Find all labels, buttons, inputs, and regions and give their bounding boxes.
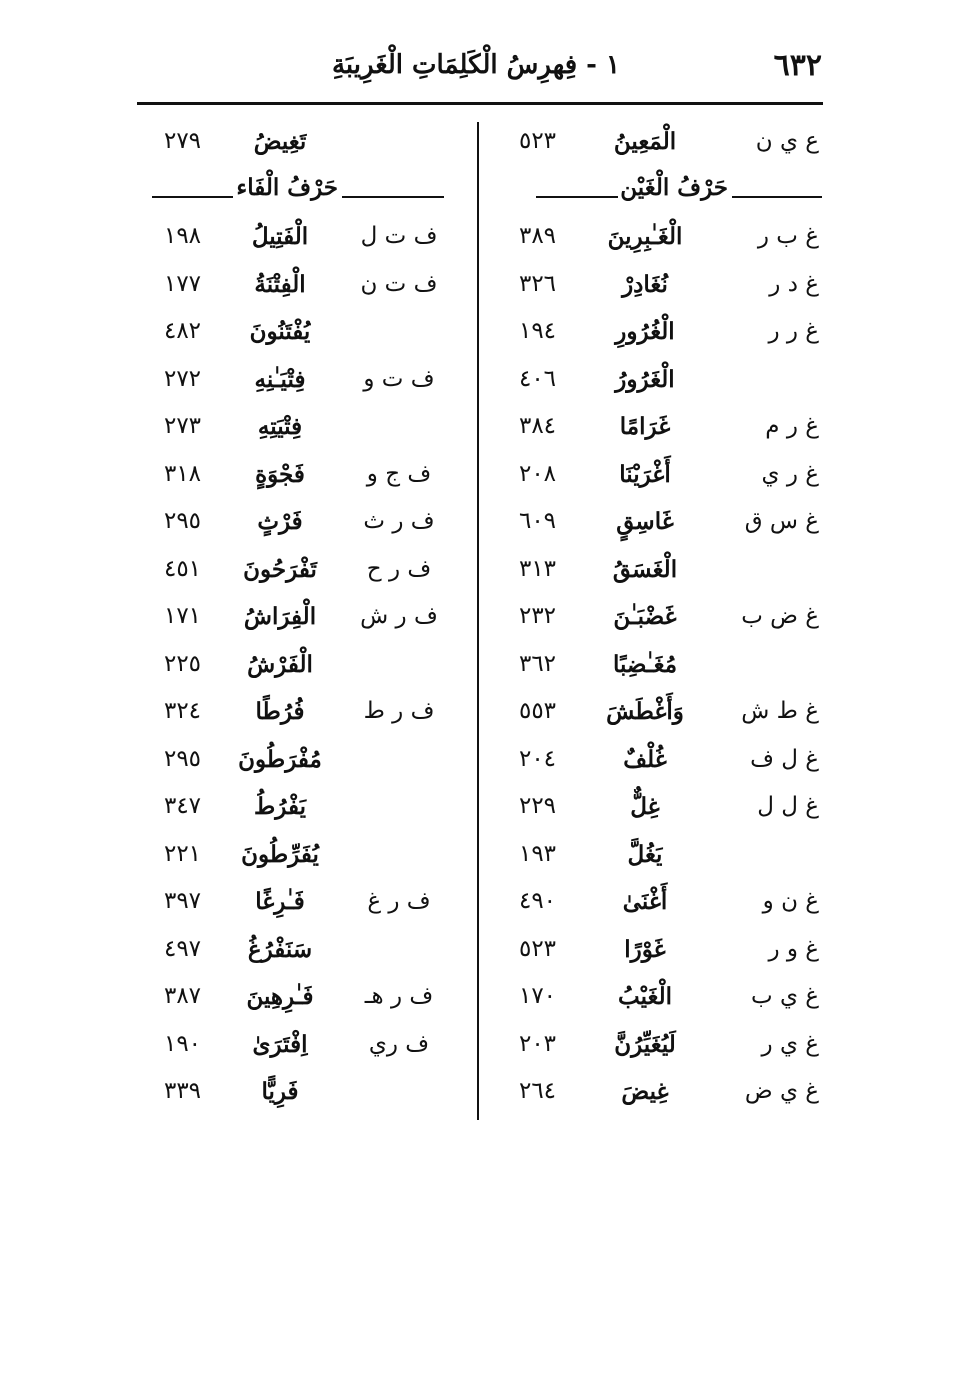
right-column [500, 122, 825, 1120]
entry-word: غَوْرًا [624, 935, 666, 963]
entry-root: ف ر ح [366, 555, 432, 582]
entry-page: ١٧٧ [163, 270, 202, 297]
entry-page: ٣٨٤ [518, 413, 557, 439]
index-entry [500, 1025, 825, 1073]
index-entry [500, 977, 825, 1025]
entry-root: غ ب ر [757, 223, 819, 249]
entry-page: ٤٨٢ [163, 318, 202, 344]
index-entry [500, 455, 825, 503]
entry-page: ٤٠٦ [518, 365, 557, 392]
entry-page: ٢٠٣ [518, 1030, 557, 1057]
entry-page: ٢٢٩ [518, 793, 557, 819]
entry-word: غِلٌّ [630, 793, 660, 820]
index-entry [500, 740, 825, 788]
entry-word: الْفِرَاشُ [243, 603, 317, 630]
page-title: ١ - فِهرِسُ الْكَلِمَاتِ الْغَرِيبَةِ [331, 50, 620, 80]
entry-word: مُفْرَطُونَ [238, 745, 322, 773]
index-entry [500, 692, 825, 740]
entry-word: فُرُطًا [255, 698, 305, 725]
entry-page: ٣٤٧ [163, 793, 202, 819]
entry-root: ف ر هـ [364, 983, 434, 1009]
entry-root: ف ت و [363, 365, 435, 392]
index-entry [500, 930, 825, 978]
entry-root: غ ل ل [757, 793, 819, 819]
index-entry [140, 787, 450, 835]
entry-root: غ ي ر [761, 1030, 819, 1057]
entry-word: تَفْرَحُونَ [243, 555, 317, 583]
entry-page: ٢٢١ [163, 840, 202, 867]
entry-word: أَغْرَيْنَا [619, 460, 671, 488]
entry-word: فَجْوَةٍ [255, 460, 305, 488]
entry-word: فَـٰرِغًا [255, 888, 305, 915]
entry-word: الْغَرُورُ [615, 365, 675, 393]
index-entry [500, 217, 825, 265]
index-entry [140, 1025, 450, 1073]
entry-root: ف ري [368, 1030, 430, 1057]
index-entry [500, 312, 825, 360]
column-divider [477, 122, 479, 1120]
entry-page: ٣٩٧ [163, 888, 202, 914]
index-entry [140, 502, 450, 550]
entry-page: ٥٢٣ [518, 128, 557, 154]
index-entry [500, 787, 825, 835]
index-entry [140, 645, 450, 693]
entry-word: غَضْبَـٰنَ [613, 603, 677, 630]
heading-rule [342, 196, 444, 198]
index-entry [500, 407, 825, 455]
entry-root: غ ن و [762, 888, 819, 914]
entry-root: ف ج و [366, 460, 432, 487]
index-entry [500, 550, 825, 598]
entry-page: ٢٢٥ [163, 650, 202, 677]
entry-word: نُغَادِرْ [622, 270, 668, 298]
entry-page: ٥٢٣ [518, 935, 557, 962]
entry-page: ٢٧٣ [163, 413, 202, 439]
entry-root: غ س ق [744, 508, 819, 534]
index-entry [500, 1072, 825, 1120]
entry-word: لَيُغَيِّرُنَّ [614, 1030, 676, 1058]
entry-word: الْغَيْبُ [617, 983, 673, 1010]
entry-root: غ ي ض [744, 1078, 819, 1104]
entry-page: ٣١٨ [163, 460, 202, 487]
index-entry [140, 312, 450, 360]
entry-word: الْغَسَقُ [612, 555, 678, 583]
entry-page: ٣٣٩ [163, 1078, 202, 1104]
entry-page: ٢٩٥ [163, 745, 202, 772]
entry-root: غ ط ش [741, 698, 819, 724]
entry-page: ٣٨٩ [518, 223, 557, 249]
entry-page: ١٩٤ [518, 318, 557, 344]
entry-word: غَاسِقٍ [616, 508, 674, 535]
index-entry [140, 692, 450, 740]
entry-page: ١٩٨ [163, 223, 202, 249]
entry-page: ٣٨٧ [163, 983, 202, 1009]
heading-rule [152, 196, 233, 198]
entry-word: فِتْيَـٰنِهِ [254, 365, 306, 393]
entry-root: ع ي ن [755, 128, 819, 154]
entry-page: ٥٥٣ [518, 698, 557, 724]
entry-root: غ ر م [765, 413, 819, 439]
index-entry [140, 550, 450, 598]
section-label: حَرْفُ الْفَاء [236, 173, 338, 201]
entry-word: فَـٰرِهِينَ [246, 983, 314, 1010]
entry-page: ٢٩٥ [163, 508, 202, 534]
index-entry [500, 835, 825, 883]
section-label: حَرْفُ الْغَيْن [620, 173, 728, 201]
entry-root: ف ر ط [363, 698, 435, 724]
index-entry [500, 265, 825, 313]
entry-word: الْفَتِيلُ [251, 223, 309, 250]
index-entry [140, 265, 450, 313]
entry-word: الْفِتْنَةُ [254, 270, 306, 298]
index-entry [140, 455, 450, 503]
entry-root: ف ت ن [360, 270, 438, 297]
entry-page: ١٧١ [163, 603, 202, 629]
entry-root: غ ل ف [750, 745, 819, 772]
index-entry [500, 502, 825, 550]
index-entry [140, 930, 450, 978]
index-entry [140, 740, 450, 788]
entry-page: ١٩٣ [518, 840, 557, 867]
entry-word: اِفْتَرَىٰ [252, 1030, 308, 1058]
entry-root: ف ر ش [360, 603, 438, 629]
entry-word: سَنَفْرُغُ [247, 935, 313, 963]
index-entry [140, 360, 450, 408]
entry-root: غ ر ر [768, 318, 819, 344]
entry-root: ف ت ل [360, 223, 438, 249]
entry-root: غ د ر [769, 270, 819, 297]
index-entry [140, 122, 450, 170]
entry-root: غ و ر [768, 935, 819, 962]
entry-word: أَغْنَىٰ [622, 888, 668, 915]
entry-root: غ ض ب [741, 603, 819, 629]
entry-page: ٣٢٤ [163, 698, 202, 724]
entry-word: غِيضَ [621, 1078, 669, 1105]
entry-page: ٢٦٤ [518, 1078, 557, 1104]
index-entry [140, 882, 450, 930]
index-entry [500, 645, 825, 693]
index-entry [500, 882, 825, 930]
entry-page: ٢٧٢ [163, 365, 202, 392]
index-entry [140, 217, 450, 265]
heading-rule [732, 196, 822, 198]
entry-word: مُغَـٰضِبًا [612, 650, 678, 678]
entry-word: فَرِيًّا [261, 1078, 299, 1105]
entry-page: ٣٦٢ [518, 650, 557, 677]
entry-word: الْغُرُورِ [615, 318, 675, 345]
page-number: ٦٣٢ [773, 48, 822, 83]
index-entry [140, 407, 450, 455]
index-entry [500, 360, 825, 408]
index-entry [500, 122, 825, 170]
index-entry [500, 597, 825, 645]
entry-root: ف ر ث [363, 508, 435, 534]
entry-word: فِتْيَتِهِ [257, 413, 303, 440]
entry-word: الْغَـٰبِرِينَ [607, 223, 683, 250]
index-entry [140, 835, 450, 883]
entry-word: وَأَغْطَشَ [606, 698, 684, 725]
entry-page: ٣١٣ [518, 555, 557, 582]
entry-word: تَغِيضُ [253, 128, 307, 155]
entry-word: غُلْفٌ [623, 745, 667, 773]
entry-page: ٢٧٩ [163, 128, 202, 154]
section-heading-faa [140, 170, 450, 218]
entry-word: الْفَرْشُ [247, 650, 313, 678]
index-entry [140, 1072, 450, 1120]
entry-word: الْمَعِينُ [613, 128, 677, 155]
entry-page: ٢٣٢ [518, 603, 557, 629]
entry-root: غ ر ي [761, 460, 819, 487]
entry-page: ٢٠٤ [518, 745, 557, 772]
entry-root: ف ر غ [367, 888, 431, 914]
entry-word: يَغُلَّ [627, 840, 663, 868]
entry-root: غ ي ب [750, 983, 819, 1009]
entry-page: ١٧٠ [518, 983, 557, 1009]
left-column [140, 122, 450, 1120]
heading-rule [536, 196, 618, 198]
entry-page: ٢٠٨ [518, 460, 557, 487]
entry-page: ٦٠٩ [518, 508, 557, 534]
entry-word: يَفْرُطُ [254, 793, 306, 820]
entry-word: يُفْتَنُونَ [249, 318, 311, 345]
entry-page: ٤٥١ [163, 555, 202, 582]
entry-word: يُفَرِّطُونَ [241, 840, 319, 868]
entry-page: ١٩٠ [163, 1030, 202, 1057]
header-rule [137, 102, 823, 105]
section-heading-ghayn [500, 170, 825, 218]
index-entry [140, 597, 450, 645]
entry-page: ٣٢٦ [518, 270, 557, 297]
entry-word: فَرْثٍ [257, 508, 303, 535]
entry-word: غَرَامًا [619, 413, 671, 440]
entry-page: ٤٩٧ [163, 935, 202, 962]
entry-page: ٤٩٠ [518, 888, 557, 914]
index-entry [140, 977, 450, 1025]
